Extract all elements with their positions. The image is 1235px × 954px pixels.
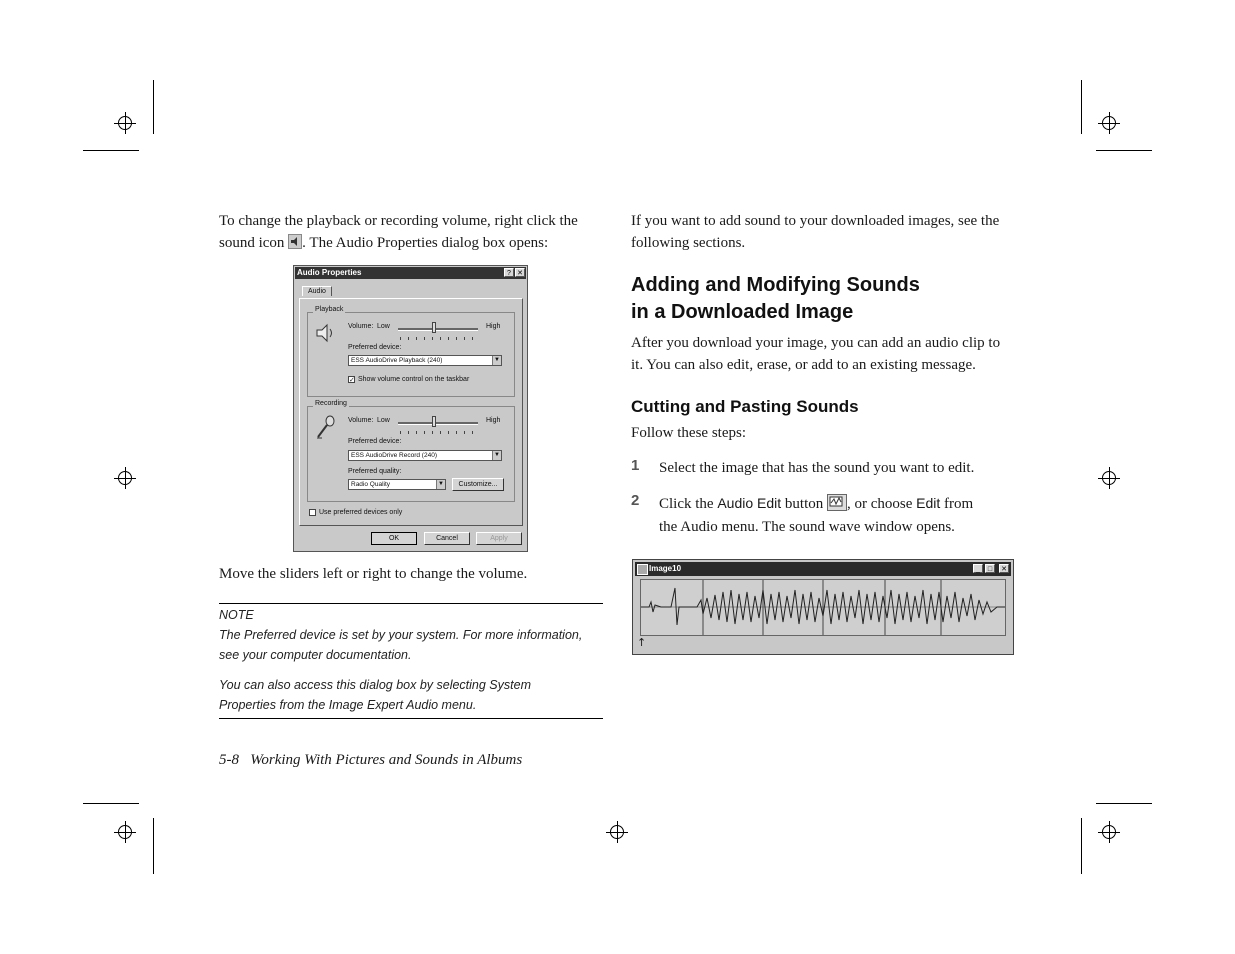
show-volume-label: Show volume control on the taskbar bbox=[358, 376, 470, 383]
page-number: 5-8 bbox=[219, 752, 239, 768]
section-paragraph-line: After you download your image, you can add an audio clip to bbox=[631, 335, 1001, 351]
recording-group-label: Recording bbox=[315, 400, 347, 407]
note-bottom-rule bbox=[219, 718, 603, 719]
right-intro-line: following sections. bbox=[631, 235, 746, 251]
registration-mark-icon bbox=[1099, 822, 1119, 842]
page-footer bbox=[219, 749, 522, 771]
section-paragraph bbox=[631, 332, 1031, 376]
customize-button[interactable]: Customize... bbox=[452, 478, 504, 491]
right-intro-line: If you want to add sound to your downloaded images, see the bbox=[631, 213, 1000, 229]
playback-device-select[interactable] bbox=[348, 355, 502, 366]
playback-low-label: Low bbox=[377, 323, 390, 330]
use-preferred-checkbox[interactable] bbox=[309, 509, 316, 516]
window-app-icon bbox=[637, 564, 648, 575]
step-number: 2 bbox=[631, 492, 640, 509]
registration-mark-icon bbox=[1099, 113, 1119, 133]
step-1-text: Select the image that has the sound you want to edit. bbox=[659, 460, 975, 476]
sound-wave-window bbox=[632, 559, 1014, 655]
recording-volume-label: Volume: bbox=[348, 417, 374, 424]
waveform-graphic bbox=[641, 580, 1005, 635]
note-line: see your computer documentation. bbox=[219, 648, 412, 662]
dialog-title: Audio Properties bbox=[295, 267, 526, 279]
close-button[interactable]: ✕ bbox=[515, 268, 525, 277]
recording-quality-value: Radio Quality bbox=[351, 481, 391, 488]
note-line: The Preferred device is set by your system. For more information, bbox=[219, 628, 583, 642]
registration-mark-icon bbox=[607, 822, 627, 842]
section-heading-line-2: in a Downloaded Image bbox=[631, 301, 854, 323]
playback-volume-ticks bbox=[400, 337, 478, 340]
crop-mark bbox=[1096, 150, 1152, 151]
note-line: Properties from the Image Expert Audio menu. bbox=[219, 698, 477, 712]
wave-window-title: Image10 bbox=[635, 562, 1011, 576]
step-2-text bbox=[659, 492, 1029, 538]
audio-properties-dialog bbox=[293, 265, 528, 552]
step-2-d: from bbox=[940, 496, 974, 512]
recording-high-label: High bbox=[486, 417, 501, 424]
intro-line-2a: sound icon bbox=[219, 235, 285, 251]
right-intro bbox=[631, 210, 1031, 254]
crop-mark bbox=[1096, 803, 1152, 804]
crop-mark bbox=[153, 818, 154, 874]
intro-line-2b: . The Audio Properties dialog box opens: bbox=[302, 235, 549, 251]
playback-device-label: Preferred device: bbox=[348, 344, 402, 351]
microphone-icon bbox=[314, 414, 338, 440]
recording-device-select[interactable] bbox=[348, 450, 502, 461]
use-preferred-label: Use preferred devices only bbox=[319, 509, 403, 516]
help-button[interactable]: ? bbox=[504, 268, 514, 277]
step-2-a: Click the bbox=[659, 496, 718, 512]
minimize-button[interactable]: _ bbox=[973, 564, 983, 573]
registration-mark-icon bbox=[1099, 468, 1119, 488]
apply-button[interactable]: Apply bbox=[476, 532, 522, 545]
show-volume-checkbox[interactable]: ✓ bbox=[349, 376, 355, 384]
chapter-title: Working With Pictures and Sounds in Albums bbox=[250, 752, 523, 768]
note-label: NOTE bbox=[219, 608, 254, 622]
subsection-heading: Cutting and Pasting Sounds bbox=[631, 397, 859, 416]
recording-volume-ticks bbox=[400, 431, 478, 434]
speaker-icon bbox=[314, 322, 336, 344]
playback-volume-label: Volume: bbox=[348, 323, 374, 330]
registration-mark-icon bbox=[115, 113, 135, 133]
crop-mark bbox=[83, 150, 139, 151]
playback-volume-track bbox=[398, 328, 478, 331]
waveform-area[interactable] bbox=[640, 579, 1006, 636]
after-dialog-text: Move the sliders left or right to change the volume. bbox=[219, 566, 528, 582]
chevron-down-icon: ▼ bbox=[492, 451, 501, 460]
step-2-c: , or choose bbox=[847, 496, 917, 512]
note-box bbox=[219, 605, 603, 715]
recording-quality-label: Preferred quality: bbox=[348, 468, 402, 475]
playback-high-label: High bbox=[486, 323, 501, 330]
section-heading bbox=[631, 272, 920, 326]
crop-mark bbox=[83, 803, 139, 804]
note-top-rule bbox=[219, 603, 603, 604]
intro-paragraph bbox=[219, 210, 609, 254]
note-line: You can also access this dialog box by selecting System bbox=[219, 678, 531, 692]
cancel-button[interactable]: Cancel bbox=[424, 532, 470, 545]
maximize-button[interactable]: □ bbox=[985, 564, 995, 573]
crop-mark bbox=[153, 80, 154, 134]
crop-mark bbox=[1081, 818, 1082, 874]
recording-volume-slider[interactable] bbox=[432, 416, 436, 427]
audio-edit-icon bbox=[827, 494, 847, 511]
recording-device-label: Preferred device: bbox=[348, 438, 402, 445]
follow-steps-text: Follow these steps: bbox=[631, 425, 746, 441]
close-button[interactable]: ✕ bbox=[999, 564, 1009, 573]
step-2-line-2: the Audio menu. The sound wave window opens. bbox=[659, 519, 955, 535]
crop-mark bbox=[1081, 80, 1082, 134]
intro-line-1: To change the playback or recording volume, right click the bbox=[219, 213, 578, 229]
step-2-line-1 bbox=[659, 492, 1029, 515]
recording-device-value: ESS AudioDrive Record (240) bbox=[351, 452, 437, 459]
cursor-arrow-icon: ↑ bbox=[637, 636, 647, 649]
step-2-b: button bbox=[781, 496, 824, 512]
edit-ui-text: Edit bbox=[916, 495, 941, 511]
recording-volume-track bbox=[398, 422, 478, 425]
registration-mark-icon bbox=[115, 822, 135, 842]
recording-quality-select[interactable] bbox=[348, 479, 446, 490]
registration-mark-icon bbox=[115, 468, 135, 488]
chevron-down-icon: ▼ bbox=[492, 356, 501, 365]
playback-device-value: ESS AudioDrive Playback (240) bbox=[351, 357, 443, 364]
speaker-icon bbox=[288, 234, 302, 249]
audio-edit-ui-text: Audio Edit bbox=[717, 495, 782, 511]
ok-button[interactable]: OK bbox=[371, 532, 417, 545]
recording-low-label: Low bbox=[377, 417, 390, 424]
playback-group-label: Playback bbox=[315, 306, 344, 313]
section-heading-line-1: Adding and Modifying Sounds bbox=[631, 274, 920, 296]
tab-audio[interactable]: Audio bbox=[302, 286, 332, 296]
intro-line-2 bbox=[219, 232, 609, 254]
chevron-down-icon: ▼ bbox=[436, 480, 445, 489]
playback-volume-slider[interactable] bbox=[432, 322, 436, 333]
section-paragraph-line: it. You can also edit, erase, or add to an existing message. bbox=[631, 357, 976, 373]
step-number: 1 bbox=[631, 457, 640, 474]
